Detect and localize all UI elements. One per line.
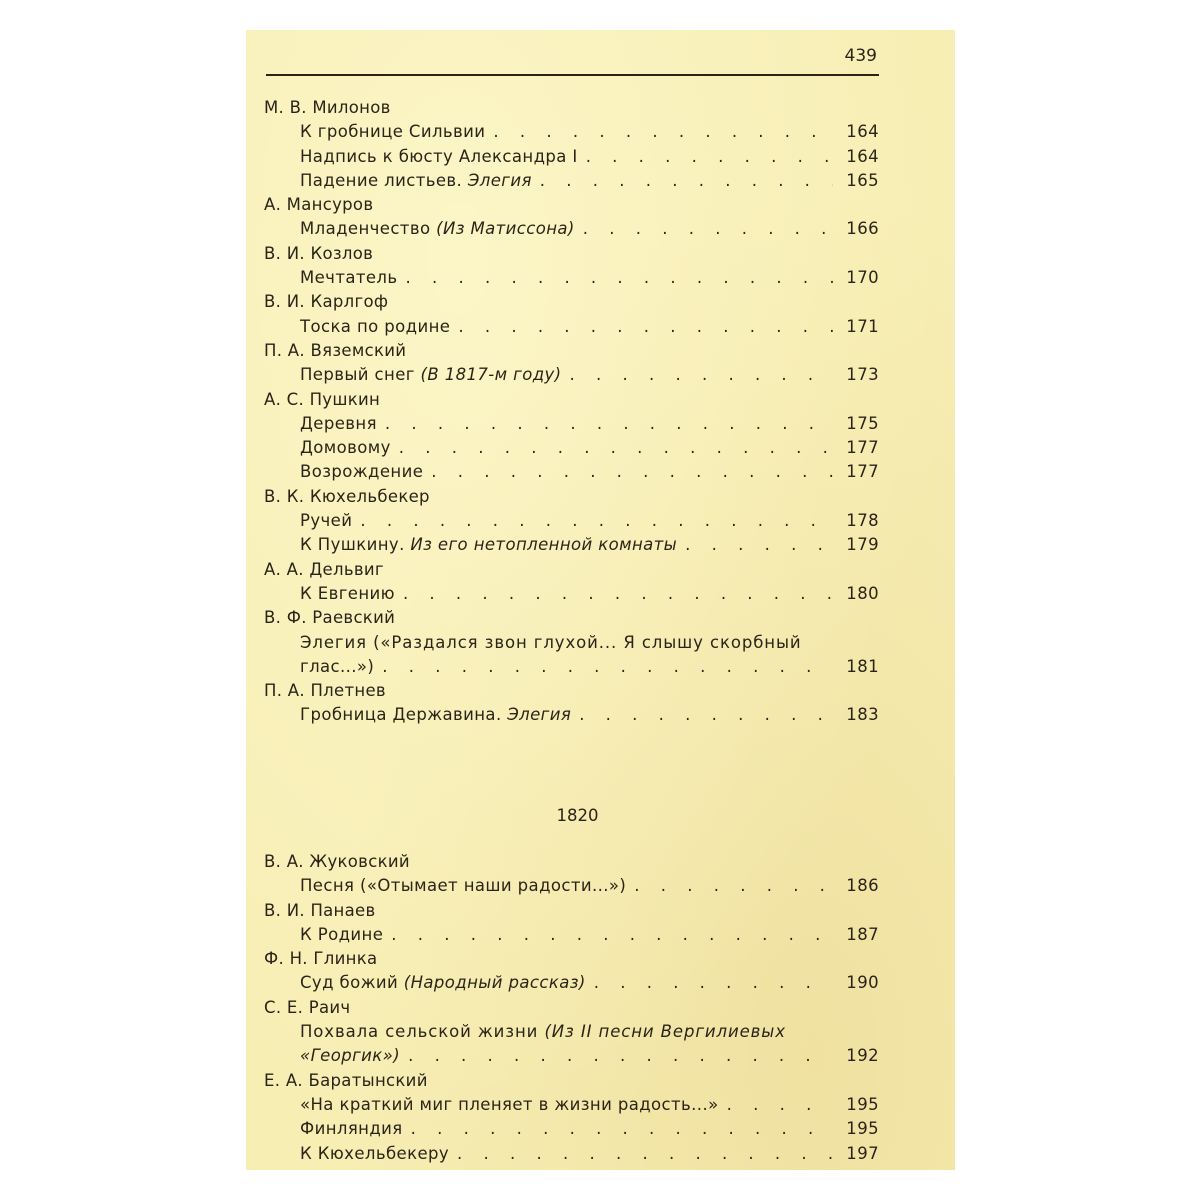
author-name: В. И. Карлгоф — [264, 292, 389, 312]
toc-entry — [264, 315, 879, 339]
entry-page-number: 179 — [846, 535, 879, 555]
entry-title-text: Гробница Державина. — [300, 705, 502, 725]
author-name: П. А. Плетнев — [264, 681, 386, 701]
entry-page-number: 180 — [846, 583, 879, 603]
entry-page-number: 166 — [846, 219, 879, 239]
entry-title-text: Ручей — [300, 511, 353, 531]
entry-title-line — [264, 631, 879, 655]
entry-title — [300, 923, 383, 947]
dot-leader — [579, 703, 833, 727]
entry-title-text: Домовому — [300, 438, 391, 458]
dot-leader — [586, 145, 833, 169]
entry-page-number: 192 — [846, 1046, 879, 1066]
entry-title — [300, 509, 352, 533]
toc-entry — [264, 655, 879, 679]
dot-leader — [391, 923, 833, 947]
entry-title-text: Тоска по родине — [300, 316, 451, 336]
author-name: П. А. Вяземский — [264, 340, 407, 360]
entry-title — [300, 266, 398, 290]
author-name: А. С. Пушкин — [264, 389, 381, 409]
toc-entry — [264, 217, 879, 241]
entry-title — [300, 217, 575, 241]
entry-title — [300, 533, 677, 557]
toc-entry — [264, 509, 879, 533]
entry-page-number: 195 — [846, 1119, 879, 1139]
dot-leader — [431, 460, 833, 484]
toc-entry — [264, 582, 879, 606]
toc-entry — [264, 363, 879, 387]
entry-page-number: 164 — [846, 122, 879, 142]
author-name: С. Е. Раич — [264, 997, 351, 1017]
entry-title-line — [264, 1020, 879, 1044]
entry-page-number: 183 — [846, 705, 879, 725]
entry-title-italic: (Из Матиссона) — [436, 219, 575, 239]
entry-page-number: 187 — [846, 924, 879, 944]
dot-leader — [457, 1142, 833, 1166]
toc-entry — [264, 923, 879, 947]
entry-title — [300, 363, 562, 387]
toc-entry — [264, 436, 879, 460]
table-of-contents-section-1 — [264, 96, 879, 728]
author-name: В. И. Козлов — [264, 243, 374, 263]
dot-leader — [403, 582, 833, 606]
author-name: В. Ф. Раевский — [264, 608, 396, 628]
entry-title-text: глас...») — [300, 656, 375, 676]
entry-title — [300, 971, 586, 995]
entry-page-number: 165 — [846, 170, 879, 190]
page-number: 439 — [844, 46, 877, 66]
toc-entry — [264, 145, 879, 169]
entry-title — [300, 460, 423, 484]
dot-leader — [399, 436, 833, 460]
dot-leader — [411, 1117, 833, 1141]
dot-leader — [360, 509, 833, 533]
entry-page-number: 175 — [846, 413, 879, 433]
entry-title-italic: (Из II песни Вергилиевых — [544, 1022, 786, 1042]
author-name: Е. А. Баратынский — [264, 1070, 428, 1090]
dot-leader — [458, 315, 833, 339]
entry-title-text: Надпись к бюсту Александра I — [300, 146, 578, 166]
toc-entry — [264, 1093, 879, 1117]
toc-entry — [264, 703, 879, 727]
entry-title-text: Возрождение — [300, 462, 424, 482]
toc-entry — [264, 971, 879, 995]
dot-leader — [570, 363, 833, 387]
entry-title — [300, 412, 377, 436]
entry-title-text: Падение листьев. — [300, 170, 463, 190]
toc-entry — [264, 266, 879, 290]
entry-title-text: Младенчество — [300, 219, 431, 239]
entry-page-number: 195 — [846, 1094, 879, 1114]
entry-title-italic: «Георгик») — [300, 1046, 401, 1066]
entry-page-number: 177 — [846, 462, 879, 482]
entry-page-number: 164 — [846, 146, 879, 166]
toc-entry — [264, 1044, 879, 1068]
dot-leader — [385, 412, 833, 436]
entry-title — [300, 315, 450, 339]
author-name: А. А. Дельвиг — [264, 559, 384, 579]
toc-entry — [264, 169, 879, 193]
toc-entry — [264, 1142, 879, 1166]
toc-entry — [264, 412, 879, 436]
entry-title — [300, 1117, 403, 1141]
toc-entry — [264, 460, 879, 484]
entry-title-italic: (Народный рассказ) — [403, 973, 586, 993]
dot-leader — [408, 1044, 833, 1068]
entry-page-number: 170 — [846, 268, 879, 288]
dot-leader — [594, 971, 833, 995]
year-heading: 1820 — [556, 806, 599, 825]
entry-title-text: К Евгению — [300, 583, 395, 603]
dot-leader — [406, 266, 834, 290]
entry-title-text: К Родине — [300, 924, 384, 944]
entry-title — [300, 874, 626, 898]
dot-leader — [493, 120, 833, 144]
entry-page-number: 173 — [846, 365, 879, 385]
entry-title-text: «На краткий миг пленяет в жизни радость...» — [300, 1094, 719, 1114]
author-name: А. Мансуров — [264, 195, 374, 215]
toc-entry — [264, 533, 879, 557]
entry-title-text: Похвала сельской жизни — [300, 1022, 539, 1042]
entry-title — [300, 582, 395, 606]
entry-page-number: 177 — [846, 438, 879, 458]
entry-title-italic: Из его нетопленной комнаты — [410, 535, 678, 555]
header-rule — [266, 74, 879, 76]
author-name: М. В. Милонов — [264, 98, 391, 117]
entry-title-text: Деревня — [300, 413, 377, 433]
entry-title-text: Песня («Отымает наши радости...») — [300, 876, 627, 896]
table-of-contents-section-2 — [264, 850, 879, 1166]
entry-title — [300, 1142, 449, 1166]
entry-title-text: К Кюхельбекеру — [300, 1143, 450, 1163]
entry-page-number: 197 — [846, 1143, 879, 1163]
entry-title — [300, 655, 374, 679]
entry-page-number: 171 — [846, 316, 879, 336]
book-page — [246, 30, 955, 1170]
dot-leader — [685, 533, 833, 557]
entry-title-italic: (В 1817-м году) — [420, 365, 562, 385]
dot-leader — [727, 1093, 833, 1117]
toc-entry — [264, 874, 879, 898]
author-name: В. И. Панаев — [264, 900, 376, 920]
entry-title — [300, 703, 571, 727]
entry-page-number: 186 — [846, 876, 879, 896]
entry-title — [300, 436, 391, 460]
entry-title-text: Финляндия — [300, 1119, 403, 1139]
entry-title-text: Мечтатель — [300, 268, 398, 288]
toc-entry — [264, 120, 879, 144]
toc-entry — [264, 1117, 879, 1141]
entry-title-italic: Элегия — [507, 705, 572, 725]
author-name: В. К. Кюхельбекер — [264, 486, 430, 506]
author-name: В. А. Жуковский — [264, 852, 410, 871]
dot-leader — [583, 217, 833, 241]
entry-title-text: К гробнице Сильвии — [300, 122, 486, 142]
dot-leader — [634, 874, 833, 898]
entry-title — [300, 1093, 719, 1117]
dot-leader — [540, 169, 833, 193]
entry-title — [300, 145, 578, 169]
entry-title — [300, 1044, 400, 1068]
entry-title-text: К Пушкину. — [300, 535, 405, 555]
entry-page-number: 190 — [846, 973, 879, 993]
dot-leader — [382, 655, 833, 679]
entry-title-italic: Элегия — [467, 170, 532, 190]
entry-title — [300, 169, 532, 193]
entry-title — [300, 120, 485, 144]
entry-page-number: 178 — [846, 511, 879, 531]
author-name: Ф. Н. Глинка — [264, 949, 378, 969]
entry-title-text: Суд божий — [300, 973, 399, 993]
entry-page-number: 181 — [846, 656, 879, 676]
entry-title-text: Первый снег — [300, 365, 415, 385]
entry-title-text: Элегия («Раздался звон глухой... Я слышу скорбный — [300, 632, 802, 652]
